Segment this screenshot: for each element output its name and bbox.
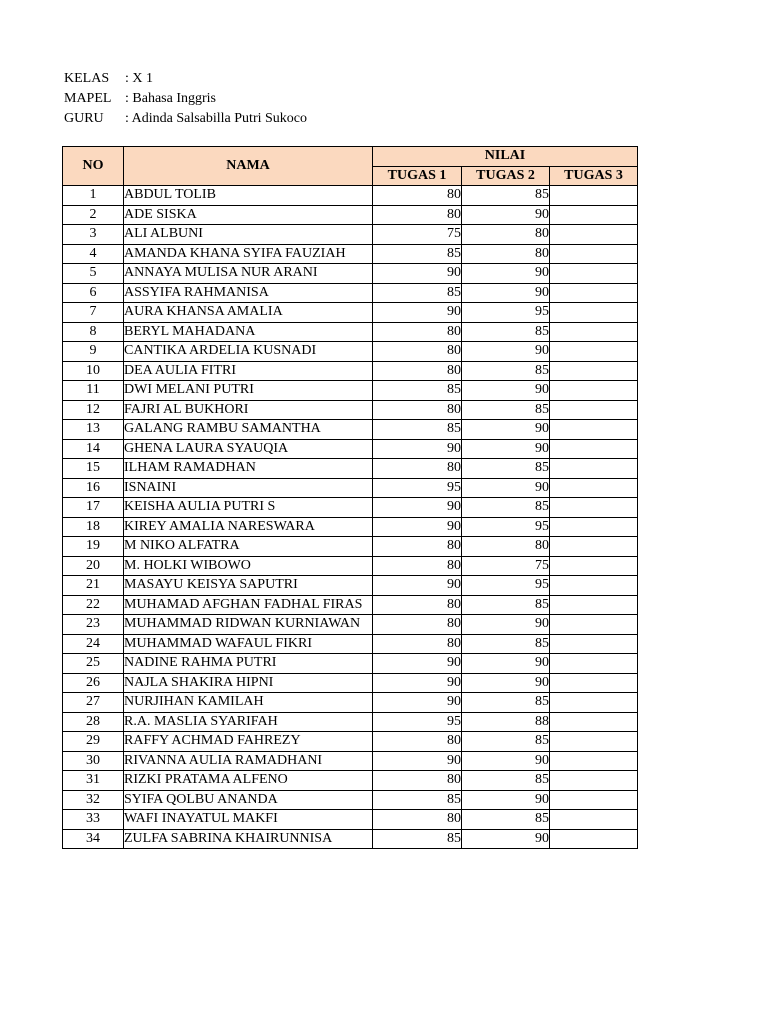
table-row <box>63 790 638 810</box>
student-name: M NIKO ALFATRA <box>124 537 373 557</box>
student-name: RAFFY ACHMAD FAHREZY <box>124 732 373 752</box>
score-tugas-1: 80 <box>373 537 462 557</box>
score-tugas-2: 88 <box>462 712 550 732</box>
student-name: RIVANNA AULIA RAMADHANI <box>124 751 373 771</box>
score-tugas-3 <box>550 810 638 830</box>
score-tugas-2: 95 <box>462 576 550 596</box>
row-number: 22 <box>63 595 124 615</box>
row-number: 24 <box>63 634 124 654</box>
student-name: NAJLA SHAKIRA HIPNI <box>124 673 373 693</box>
score-tugas-1: 80 <box>373 322 462 342</box>
guru-label: GURU <box>64 111 104 126</box>
header-row <box>63 147 638 167</box>
score-tugas-3 <box>550 790 638 810</box>
score-tugas-3 <box>550 420 638 440</box>
grades-table <box>62 146 638 849</box>
score-tugas-2: 85 <box>462 400 550 420</box>
student-name: DEA AULIA FITRI <box>124 361 373 381</box>
student-name: MUHAMMAD WAFAUL FIKRI <box>124 634 373 654</box>
row-number: 6 <box>63 283 124 303</box>
row-number: 10 <box>63 361 124 381</box>
student-name: GALANG RAMBU SAMANTHA <box>124 420 373 440</box>
student-name: SYIFA QOLBU ANANDA <box>124 790 373 810</box>
row-number: 18 <box>63 517 124 537</box>
score-tugas-3 <box>550 673 638 693</box>
student-name: ANNAYA MULISA NUR ARANI <box>124 264 373 284</box>
table-row <box>63 420 638 440</box>
row-number: 16 <box>63 478 124 498</box>
score-tugas-1: 85 <box>373 244 462 264</box>
header-no: NO <box>63 147 124 186</box>
score-tugas-3 <box>550 693 638 713</box>
score-tugas-3 <box>550 322 638 342</box>
score-tugas-2: 85 <box>462 634 550 654</box>
score-tugas-2: 85 <box>462 361 550 381</box>
mapel-value: : Bahasa Inggris <box>125 91 216 106</box>
row-number: 31 <box>63 771 124 791</box>
table-row <box>63 361 638 381</box>
row-number: 13 <box>63 420 124 440</box>
score-tugas-2: 85 <box>462 498 550 518</box>
score-tugas-3 <box>550 576 638 596</box>
row-number: 27 <box>63 693 124 713</box>
score-tugas-1: 80 <box>373 361 462 381</box>
table-row <box>63 693 638 713</box>
score-tugas-2: 90 <box>462 439 550 459</box>
student-name: FAJRI AL BUKHORI <box>124 400 373 420</box>
score-tugas-2: 80 <box>462 225 550 245</box>
score-tugas-3 <box>550 751 638 771</box>
score-tugas-1: 90 <box>373 498 462 518</box>
score-tugas-2: 90 <box>462 264 550 284</box>
mapel-row <box>64 89 307 109</box>
score-tugas-3 <box>550 634 638 654</box>
table-row <box>63 517 638 537</box>
table-row <box>63 673 638 693</box>
row-number: 32 <box>63 790 124 810</box>
score-tugas-2: 85 <box>462 322 550 342</box>
student-name: MASAYU KEISYA SAPUTRI <box>124 576 373 596</box>
score-tugas-2: 90 <box>462 790 550 810</box>
score-tugas-1: 90 <box>373 654 462 674</box>
score-tugas-1: 90 <box>373 517 462 537</box>
score-tugas-3 <box>550 498 638 518</box>
score-tugas-2: 85 <box>462 810 550 830</box>
score-tugas-3 <box>550 244 638 264</box>
score-tugas-3 <box>550 517 638 537</box>
score-tugas-3 <box>550 615 638 635</box>
row-number: 21 <box>63 576 124 596</box>
score-tugas-2: 80 <box>462 244 550 264</box>
table-row <box>63 615 638 635</box>
table-row <box>63 576 638 596</box>
student-name: ILHAM RAMADHAN <box>124 459 373 479</box>
score-tugas-2: 90 <box>462 751 550 771</box>
student-name: ABDUL TOLIB <box>124 186 373 206</box>
table-row <box>63 634 638 654</box>
score-tugas-1: 80 <box>373 459 462 479</box>
table-row <box>63 400 638 420</box>
score-tugas-1: 95 <box>373 478 462 498</box>
score-tugas-1: 80 <box>373 342 462 362</box>
score-tugas-1: 80 <box>373 771 462 791</box>
score-tugas-3 <box>550 654 638 674</box>
row-number: 33 <box>63 810 124 830</box>
score-tugas-2: 85 <box>462 732 550 752</box>
student-name: MUHAMAD AFGHAN FADHAL FIRAS <box>124 595 373 615</box>
score-tugas-1: 90 <box>373 264 462 284</box>
header-tugas-3: TUGAS 3 <box>550 166 638 186</box>
table-row <box>63 751 638 771</box>
student-name: KEISHA AULIA PUTRI S <box>124 498 373 518</box>
row-number: 12 <box>63 400 124 420</box>
score-tugas-3 <box>550 712 638 732</box>
score-tugas-2: 85 <box>462 595 550 615</box>
header-nama: NAMA <box>124 147 373 186</box>
score-tugas-3 <box>550 829 638 849</box>
score-tugas-1: 80 <box>373 186 462 206</box>
score-tugas-1: 80 <box>373 205 462 225</box>
row-number: 2 <box>63 205 124 225</box>
score-tugas-1: 80 <box>373 595 462 615</box>
row-number: 14 <box>63 439 124 459</box>
row-number: 9 <box>63 342 124 362</box>
table-row <box>63 654 638 674</box>
score-tugas-3 <box>550 732 638 752</box>
student-name: MUHAMMAD RIDWAN KURNIAWAN <box>124 615 373 635</box>
table-row <box>63 712 638 732</box>
table-row <box>63 459 638 479</box>
score-tugas-1: 80 <box>373 615 462 635</box>
kelas-label: KELAS <box>64 71 110 86</box>
score-tugas-3 <box>550 361 638 381</box>
student-name: ISNAINI <box>124 478 373 498</box>
row-number: 26 <box>63 673 124 693</box>
score-tugas-3 <box>550 264 638 284</box>
score-tugas-1: 85 <box>373 829 462 849</box>
student-name: GHENA LAURA SYAUQIA <box>124 439 373 459</box>
score-tugas-3 <box>550 771 638 791</box>
table-row <box>63 225 638 245</box>
score-tugas-1: 80 <box>373 400 462 420</box>
table-row <box>63 342 638 362</box>
row-number: 25 <box>63 654 124 674</box>
student-name: AURA KHANSA AMALIA <box>124 303 373 323</box>
row-number: 34 <box>63 829 124 849</box>
score-tugas-1: 85 <box>373 283 462 303</box>
row-number: 23 <box>63 615 124 635</box>
table-row <box>63 810 638 830</box>
score-tugas-3 <box>550 303 638 323</box>
score-tugas-2: 80 <box>462 537 550 557</box>
row-number: 15 <box>63 459 124 479</box>
score-tugas-2: 85 <box>462 771 550 791</box>
table-row <box>63 205 638 225</box>
student-name: RIZKI PRATAMA ALFENO <box>124 771 373 791</box>
row-number: 8 <box>63 322 124 342</box>
score-tugas-2: 90 <box>462 381 550 401</box>
score-tugas-3 <box>550 283 638 303</box>
score-tugas-2: 75 <box>462 556 550 576</box>
student-name: R.A. MASLIA SYARIFAH <box>124 712 373 732</box>
table-row <box>63 498 638 518</box>
score-tugas-3 <box>550 225 638 245</box>
score-tugas-3 <box>550 186 638 206</box>
student-name: NADINE RAHMA PUTRI <box>124 654 373 674</box>
table-row <box>63 264 638 284</box>
student-name: ASSYIFA RAHMANISA <box>124 283 373 303</box>
score-tugas-1: 80 <box>373 732 462 752</box>
row-number: 29 <box>63 732 124 752</box>
student-name: AMANDA KHANA SYIFA FAUZIAH <box>124 244 373 264</box>
student-name: BERYL MAHADANA <box>124 322 373 342</box>
table-row <box>63 283 638 303</box>
score-tugas-1: 90 <box>373 303 462 323</box>
score-tugas-1: 80 <box>373 634 462 654</box>
score-tugas-2: 90 <box>462 205 550 225</box>
table-row <box>63 322 638 342</box>
score-tugas-2: 90 <box>462 283 550 303</box>
score-tugas-2: 85 <box>462 186 550 206</box>
student-name: NURJIHAN KAMILAH <box>124 693 373 713</box>
row-number: 19 <box>63 537 124 557</box>
score-tugas-3 <box>550 537 638 557</box>
score-tugas-3 <box>550 205 638 225</box>
row-number: 3 <box>63 225 124 245</box>
header-nilai: NILAI <box>373 147 638 167</box>
student-name: ADE SISKA <box>124 205 373 225</box>
score-tugas-1: 90 <box>373 673 462 693</box>
table-row <box>63 439 638 459</box>
table-row <box>63 829 638 849</box>
row-number: 4 <box>63 244 124 264</box>
header-tugas-2: TUGAS 2 <box>462 166 550 186</box>
row-number: 28 <box>63 712 124 732</box>
score-tugas-3 <box>550 400 638 420</box>
score-tugas-1: 75 <box>373 225 462 245</box>
kelas-value: : X 1 <box>125 71 153 86</box>
score-tugas-1: 90 <box>373 693 462 713</box>
score-tugas-2: 90 <box>462 342 550 362</box>
score-tugas-3 <box>550 439 638 459</box>
student-name: ALI ALBUNI <box>124 225 373 245</box>
score-tugas-3 <box>550 556 638 576</box>
kelas-row <box>64 69 307 89</box>
score-tugas-3 <box>550 459 638 479</box>
table-row <box>63 537 638 557</box>
table-row <box>63 186 638 206</box>
score-tugas-2: 85 <box>462 693 550 713</box>
score-tugas-2: 90 <box>462 478 550 498</box>
score-tugas-1: 90 <box>373 751 462 771</box>
score-tugas-1: 85 <box>373 420 462 440</box>
row-number: 1 <box>63 186 124 206</box>
row-number: 30 <box>63 751 124 771</box>
score-tugas-1: 85 <box>373 381 462 401</box>
score-tugas-1: 90 <box>373 439 462 459</box>
mapel-label: MAPEL <box>64 91 112 106</box>
table-row <box>63 303 638 323</box>
score-tugas-2: 90 <box>462 654 550 674</box>
score-tugas-2: 90 <box>462 420 550 440</box>
score-tugas-1: 85 <box>373 790 462 810</box>
table-row <box>63 478 638 498</box>
grades-body <box>63 186 638 849</box>
guru-value: : Adinda Salsabilla Putri Sukoco <box>125 111 307 126</box>
score-tugas-3 <box>550 478 638 498</box>
score-tugas-2: 90 <box>462 615 550 635</box>
table-row <box>63 732 638 752</box>
score-tugas-2: 90 <box>462 829 550 849</box>
score-tugas-1: 90 <box>373 576 462 596</box>
score-tugas-2: 95 <box>462 517 550 537</box>
score-tugas-2: 85 <box>462 459 550 479</box>
row-number: 7 <box>63 303 124 323</box>
score-tugas-2: 90 <box>462 673 550 693</box>
row-number: 11 <box>63 381 124 401</box>
student-name: WAFI INAYATUL MAKFI <box>124 810 373 830</box>
table-row <box>63 595 638 615</box>
score-tugas-3 <box>550 342 638 362</box>
score-tugas-2: 95 <box>462 303 550 323</box>
row-number: 5 <box>63 264 124 284</box>
table-row <box>63 244 638 264</box>
score-tugas-1: 95 <box>373 712 462 732</box>
table-row <box>63 556 638 576</box>
score-tugas-3 <box>550 381 638 401</box>
student-name: M. HOLKI WIBOWO <box>124 556 373 576</box>
class-info <box>64 69 307 129</box>
student-name: DWI MELANI PUTRI <box>124 381 373 401</box>
score-tugas-1: 80 <box>373 810 462 830</box>
header-tugas-1: TUGAS 1 <box>373 166 462 186</box>
table-row <box>63 381 638 401</box>
row-number: 20 <box>63 556 124 576</box>
row-number: 17 <box>63 498 124 518</box>
guru-row <box>64 109 307 129</box>
student-name: KIREY AMALIA NARESWARA <box>124 517 373 537</box>
score-tugas-1: 80 <box>373 556 462 576</box>
student-name: ZULFA SABRINA KHAIRUNNISA <box>124 829 373 849</box>
score-tugas-3 <box>550 595 638 615</box>
table-row <box>63 771 638 791</box>
student-name: CANTIKA ARDELIA KUSNADI <box>124 342 373 362</box>
